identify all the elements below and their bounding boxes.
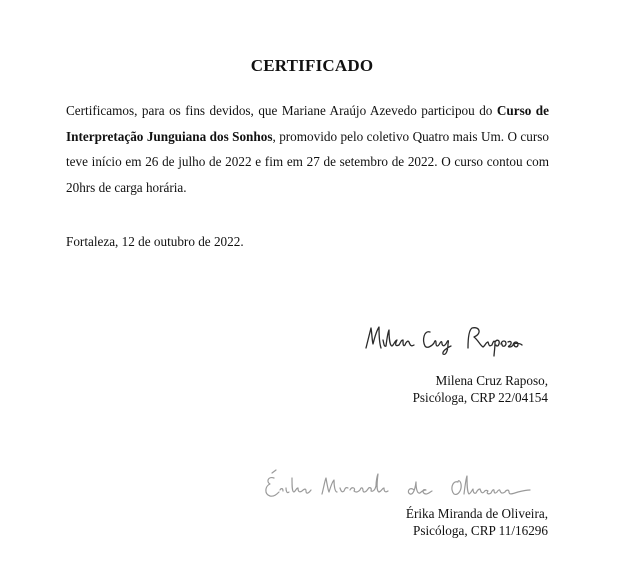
signatory-2-credential: Psicóloga, CRP 11/16296: [413, 523, 548, 538]
signature-milena-icon: [362, 318, 537, 358]
course-name: Curso de Interpretação Junguiana dos Sonhos: [66, 103, 549, 144]
certificate-body: [66, 98, 549, 200]
signatory-2-name: Érika Miranda de Oliveira,: [405, 506, 548, 521]
body-text-part1: Certificamos, para os fins devidos, que Mariane Araújo Azevedo participou do: [66, 103, 497, 118]
place-date: Fortaleza, 12 de outubro de 2022.: [66, 234, 244, 249]
body-text-part2: , promovido pelo coletivo Quatro mais Um. O curso teve início em 26 de julho de 2022 e fim em 27 de setembro de 2022. O curso contou com 20hrs de carga horária.: [66, 128, 549, 195]
certificate-title: CERTIFICADO: [250, 56, 374, 75]
signature-erika: [262, 464, 552, 504]
signatory-1-credential: Psicóloga, CRP 22/04154: [412, 390, 548, 405]
signature-erika-icon: [262, 464, 552, 504]
signatory-2: [406, 505, 548, 539]
signatory-1: [413, 372, 548, 406]
signature-milena: [362, 318, 537, 358]
signatory-1-name: Milena Cruz Raposo,: [435, 373, 548, 388]
